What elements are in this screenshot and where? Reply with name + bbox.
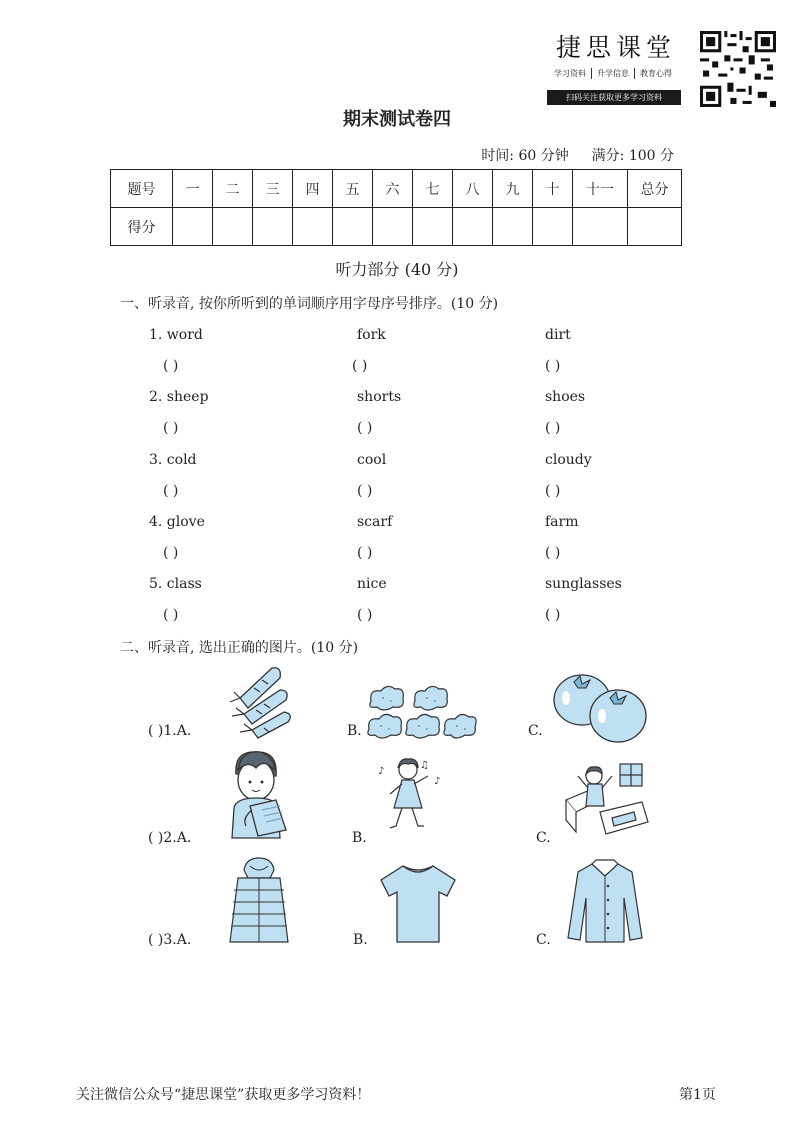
score-cell[interactable] xyxy=(573,208,628,246)
answer-blank[interactable]: ( ) xyxy=(357,420,373,436)
word-option: 4. glove xyxy=(149,514,205,530)
score-cell[interactable] xyxy=(333,208,373,246)
table-row xyxy=(111,170,682,208)
answer-blank[interactable]: ( ) xyxy=(163,545,179,561)
column-header: 一 xyxy=(173,170,213,208)
choice-b-label[interactable]: B. xyxy=(352,830,367,846)
choice-prefix[interactable]: ( )3.A. xyxy=(148,932,192,948)
qr-code-icon[interactable] xyxy=(700,31,776,107)
column-header: 四 xyxy=(293,170,333,208)
word-option: dirt xyxy=(545,327,571,343)
row-label: 题号 xyxy=(111,170,173,208)
score-cell[interactable] xyxy=(533,208,573,246)
footer-note: 关注微信公众号“捷思课堂”获取更多学习资料！ xyxy=(76,1087,371,1103)
choice-prefix[interactable]: ( )2.A. xyxy=(148,830,192,846)
row-label: 得分 xyxy=(111,208,173,246)
answer-blank[interactable]: ( ) xyxy=(357,545,373,561)
brand-name: 捷思课堂 xyxy=(556,33,677,62)
exam-meta xyxy=(481,145,674,165)
column-header: 十一 xyxy=(573,170,628,208)
exam-full-score: 满分: 100 分 xyxy=(591,148,674,164)
answer-blank[interactable]: ( ) xyxy=(545,358,561,374)
word-option: farm xyxy=(545,514,579,530)
answer-blank[interactable]: ( ) xyxy=(163,483,179,499)
word-option: 3. cold xyxy=(149,452,197,468)
word-option: scarf xyxy=(357,514,393,530)
answer-blank[interactable]: ( ) xyxy=(357,607,373,623)
word-option: 5. class xyxy=(149,576,202,592)
tomatoes-picture xyxy=(552,672,648,744)
word-option: sunglasses xyxy=(545,576,622,592)
word-option: cloudy xyxy=(545,452,592,468)
answer-blank[interactable]: ( ) xyxy=(545,483,561,499)
answer-blank[interactable]: ( ) xyxy=(163,607,179,623)
answer-blank[interactable]: ( ) xyxy=(163,358,179,374)
brand-tag: 升学信息 xyxy=(592,68,635,79)
carrots-picture xyxy=(226,664,294,740)
column-header: 九 xyxy=(493,170,533,208)
scan-banner: 扫码关注获取更多学习资料 xyxy=(547,90,681,105)
column-header: 六 xyxy=(373,170,413,208)
coat-picture xyxy=(226,856,292,946)
column-header: 七 xyxy=(413,170,453,208)
score-cell[interactable] xyxy=(253,208,293,246)
word-option: nice xyxy=(357,576,387,592)
choice-b-label[interactable]: B. xyxy=(347,723,362,739)
score-cell[interactable] xyxy=(413,208,453,246)
choice-c-label[interactable]: C. xyxy=(536,830,551,846)
score-cell[interactable] xyxy=(213,208,253,246)
word-option: fork xyxy=(357,327,386,343)
section-title: 听力部分 (40 分) xyxy=(335,260,459,279)
question-2-heading: 二、听录音, 选出正确的图片。(10 分) xyxy=(120,640,359,656)
page-number: 第1页 xyxy=(679,1087,716,1103)
answer-blank[interactable]: ( ) xyxy=(545,607,561,623)
choice-b-label[interactable]: B. xyxy=(353,932,368,948)
score-cell[interactable] xyxy=(493,208,533,246)
answer-blank[interactable]: ( ) xyxy=(545,420,561,436)
column-header: 五 xyxy=(333,170,373,208)
choice-c-label[interactable]: C. xyxy=(528,723,543,739)
column-header: 总分 xyxy=(628,170,682,208)
choice-prefix[interactable]: ( )1.A. xyxy=(148,723,192,739)
score-cell[interactable] xyxy=(293,208,333,246)
word-option: 1. word xyxy=(149,327,203,343)
exam-time: 时间: 60 分钟 xyxy=(481,148,569,164)
score-cell[interactable] xyxy=(373,208,413,246)
score-table xyxy=(110,169,682,246)
girl-singing-picture xyxy=(376,756,450,838)
brand-tags xyxy=(549,68,677,79)
answer-blank[interactable]: ( ) xyxy=(352,358,368,374)
choice-c-label[interactable]: C. xyxy=(536,932,551,948)
column-header: 八 xyxy=(453,170,493,208)
table-row xyxy=(111,208,682,246)
question-1-heading: 一、听录音, 按你所听到的单词顺序用字母序号排序。(10 分) xyxy=(120,296,499,312)
answer-blank[interactable]: ( ) xyxy=(545,545,561,561)
svg-text:♪: ♪ xyxy=(434,776,441,787)
svg-text:♫: ♫ xyxy=(420,760,429,771)
word-option: shorts xyxy=(357,389,402,405)
answer-blank[interactable]: ( ) xyxy=(357,483,373,499)
shirt-picture xyxy=(564,858,646,944)
svg-text:♪: ♪ xyxy=(378,766,385,777)
column-header: 二 xyxy=(213,170,253,208)
boy-waking-picture xyxy=(560,762,650,840)
clouds-picture xyxy=(367,683,477,743)
column-header: 三 xyxy=(253,170,293,208)
score-cell[interactable] xyxy=(173,208,213,246)
t-shirt-picture xyxy=(379,862,457,944)
word-option: 2. sheep xyxy=(149,389,209,405)
score-cell[interactable] xyxy=(453,208,493,246)
exam-title: 期末测试卷四 xyxy=(343,109,451,130)
word-option: shoes xyxy=(545,389,586,405)
brand-tag: 学习资料 xyxy=(549,68,592,79)
column-header: 十 xyxy=(533,170,573,208)
boy-reading-picture xyxy=(226,748,294,840)
answer-blank[interactable]: ( ) xyxy=(163,420,179,436)
score-cell[interactable] xyxy=(628,208,682,246)
brand-tag: 教育心得 xyxy=(640,69,672,78)
word-option: cool xyxy=(357,452,387,468)
